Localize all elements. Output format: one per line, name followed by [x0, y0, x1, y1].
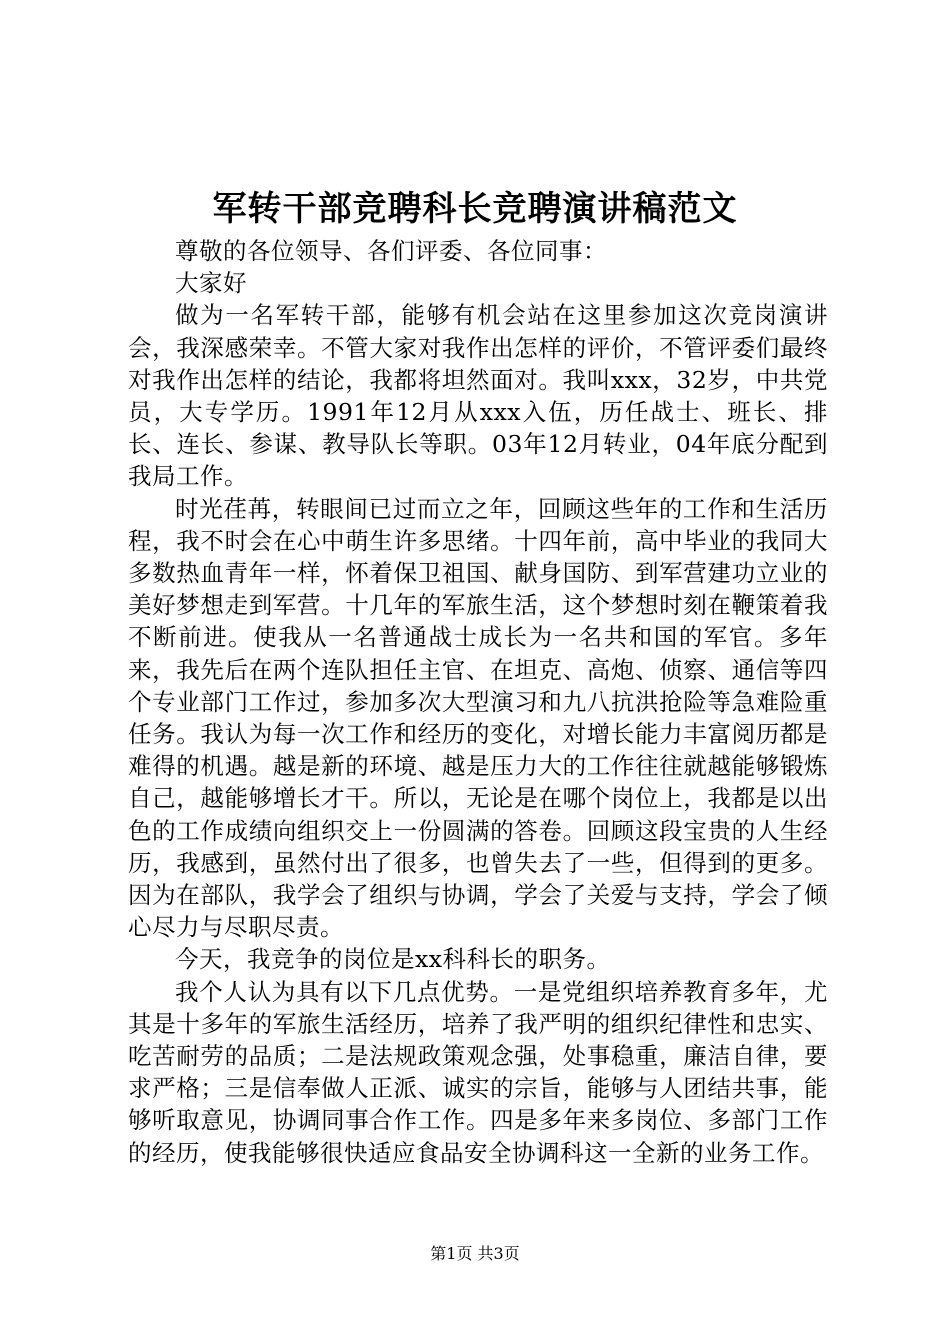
paragraph-position: 今天，我竞争的岗位是xx科科长的职务。	[175, 945, 611, 974]
paragraph-advantages: 我个人认为具有以下几点优势。一是党组织培养教育多年，尤其是十多年的军旅生活经历，培养了我严明的组织纪律性和忠实、吃苦耐劳的品质；二是法规政策观念强，处事稳重，廉洁自律，要求严格；三是信奉做人正派、诚实的宗旨，能够与人团结共事，能够听取意见，协调同事合作工作。四是多年来多岗位、多部门工作的经历，使我能够很快适应食品安全协调科这一全新的业务工作。	[128, 977, 828, 1167]
salutation: 尊敬的各位领导、各们评委、各位同事：	[175, 237, 607, 265]
paragraph-experience: 时光荏苒，转眼间已过而立之年，回顾这些年的工作和生活历程，我不时会在心中萌生许多思绪。十四年前，高中毕业的我同大多数热血青年一样，怀着保卫祖国、献身国防、到军营建功立业的美好梦想走到军营。十几年的军旅生活，这个梦想时刻在鞭策着我不断前进。使我从一名普通战士成长为一名共和国的军官。多年来，我先后在两个连队担任主官、在坦克、高炮、侦察、通信等四个专业部门工作过，参加多次大型演习和九八抗洪抢险等急难险重任务。我认为每一次工作和经历的变化，对增长能力丰富阅历都是难得的机遇。越是新的环境、越是压力大的工作往往就越能够锻炼自己，越能够增长才干。所以，无论是在哪个岗位上，我都是以出色的工作成绩向组织交上一份圆满的答卷。回顾这段宝贵的人生经历，我感到，虽然付出了很多，也曾失去了一些，但得到的更多。因为在部队，我学会了组织与协调，学会了关爱与支持，学会了倾心尽力与尽职尽责。	[128, 494, 828, 942]
document-title: 军转干部竞聘科长竞聘演讲稿范文	[212, 189, 738, 229]
paragraph-introduction: 做为一名军转干部，能够有机会站在这里参加这次竞岗演讲会，我深感荣幸。不管大家对我作出怎样的评价，不管评委们最终对我作出怎样的结论，我都将坦然面对。我叫xxx，32岁，中共党员，大专学历。1991年12月从xxx入伍，历任战士、班长、排长、连长、参谋、教导队长等职。03年12月转业，04年底分配到我局工作。	[128, 301, 828, 491]
greeting: 大家好	[175, 269, 247, 298]
document-body	[128, 235, 828, 1169]
page-number-footer: 第1页 共3页	[430, 1244, 520, 1263]
